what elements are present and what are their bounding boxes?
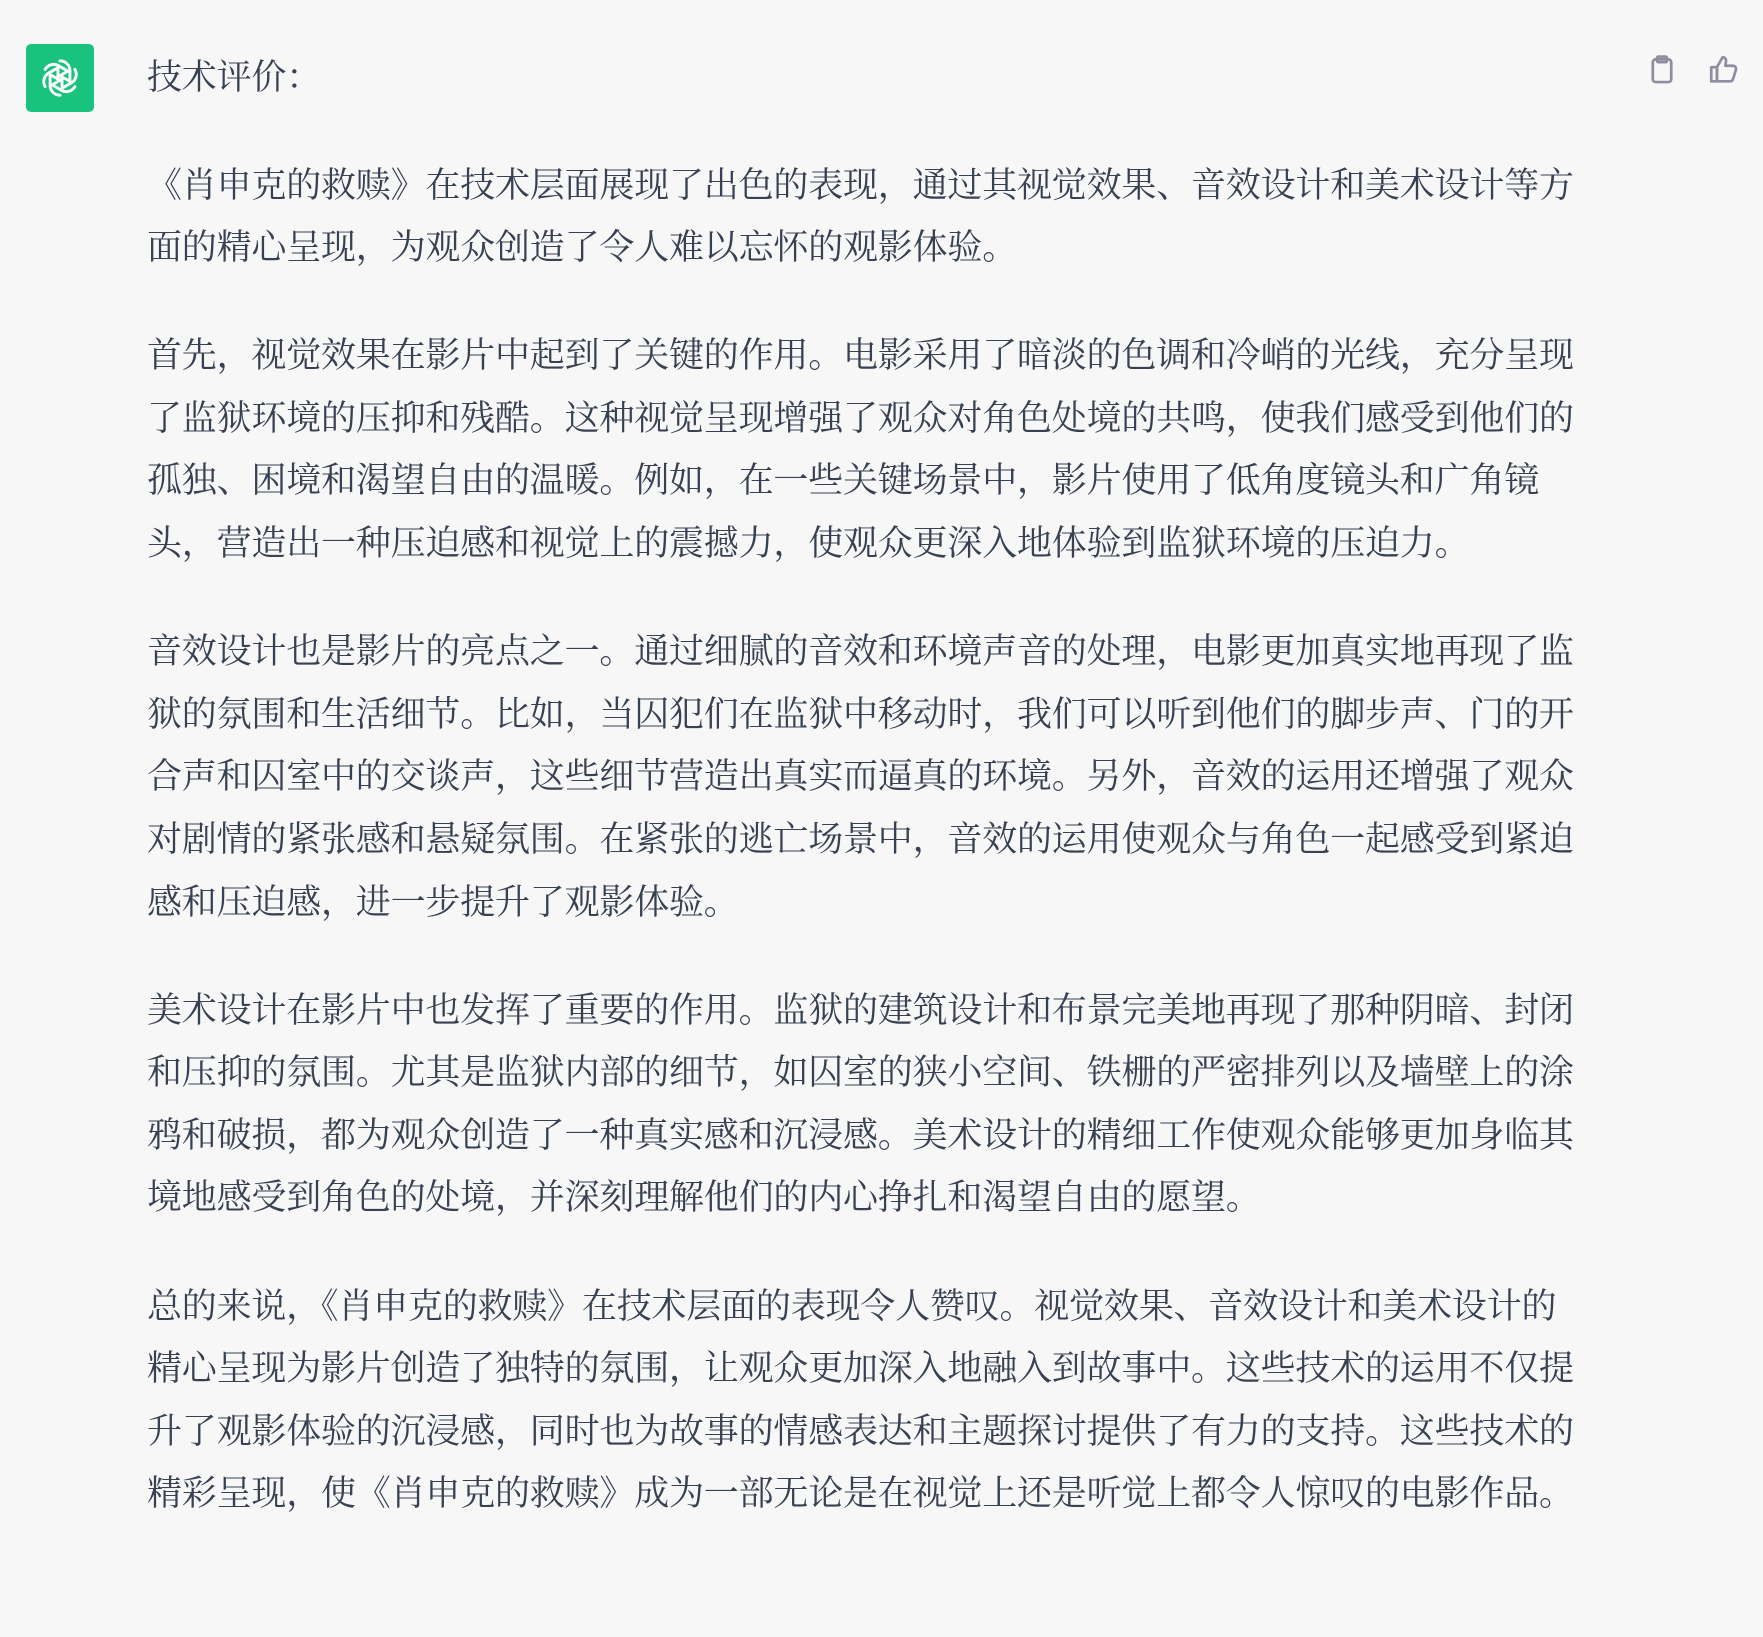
message-paragraph: 音效设计也是影片的亮点之一。通过细腻的音效和环境声音的处理，电影更加真实地再现了监狱的氛围和生活细节。比如，当囚犯们在监狱中移动时，我们可以听到他们的脚步声、门的开合声和囚室中的交谈声，这些细节营造出真实而逼真的环境。另外，音效的运用还增强了观众对剧情的紧张感和悬疑氛围。在紧张的逃亡场景中，音效的运用使观众与角色一起感受到紧迫感和压迫感，进一步提升了观影体验。 (147, 632, 1574, 923)
assistant-avatar (26, 44, 94, 112)
message-content (147, 47, 1587, 1571)
message-paragraph: 《肖申克的救赎》在技术层面展现了出色的表现，通过其视觉效果、音效设计和美术设计等方面的精心呈现，为观众创造了令人难以忘怀的观影体验。 (147, 165, 1574, 269)
message-paragraph: 总的来说，《肖申克的救赎》在技术层面的表现令人赞叹。视觉效果、音效设计和美术设计的精心呈现为影片创造了独特的氛围，让观众更加深入地融入到故事中。这些技术的运用不仅提升了观影体验的沉浸感，同时也为故事的情感表达和主题探讨提供了有力的支持。这些技术的精彩呈现，使《肖申克的救赎》成为一部无论是在视觉上还是听觉上都令人惊叹的电影作品。 (147, 1286, 1574, 1515)
thumbs-up-button[interactable] (1705, 50, 1743, 90)
copy-button[interactable] (1643, 50, 1681, 90)
openai-logo-icon (35, 53, 85, 103)
message-heading: 技术评价： (147, 58, 322, 98)
message-paragraph: 美术设计在影片中也发挥了重要的作用。监狱的建筑设计和布景完美地再现了那种阴暗、封闭和压抑的氛围。尤其是监狱内部的细节，如囚室的狭小空间、铁栅的严密排列以及墙壁上的涂鸦和破损，都为观众创造了一种真实感和沉浸感。美术设计的精细工作使观众能够更加身临其境地感受到角色的处境，并深刻理解他们的内心挣扎和渴望自由的愿望。 (147, 990, 1574, 1219)
message-paragraph: 首先，视觉效果在影片中起到了关键的作用。电影采用了暗淡的色调和冷峭的光线，充分呈现了监狱环境的压抑和残酷。这种视觉呈现增强了观众对角色处境的共鸣，使我们感受到他们的孤独、困境和渴望自由的温暖。例如，在一些关键场景中，影片使用了低角度镜头和广角镜头，营造出一种压迫感和视觉上的震撼力，使观众更深入地体验到监狱环境的压迫力。 (147, 336, 1574, 565)
thumbs-up-icon (1707, 53, 1741, 87)
clipboard-icon (1645, 53, 1679, 87)
message-actions (1643, 50, 1743, 90)
